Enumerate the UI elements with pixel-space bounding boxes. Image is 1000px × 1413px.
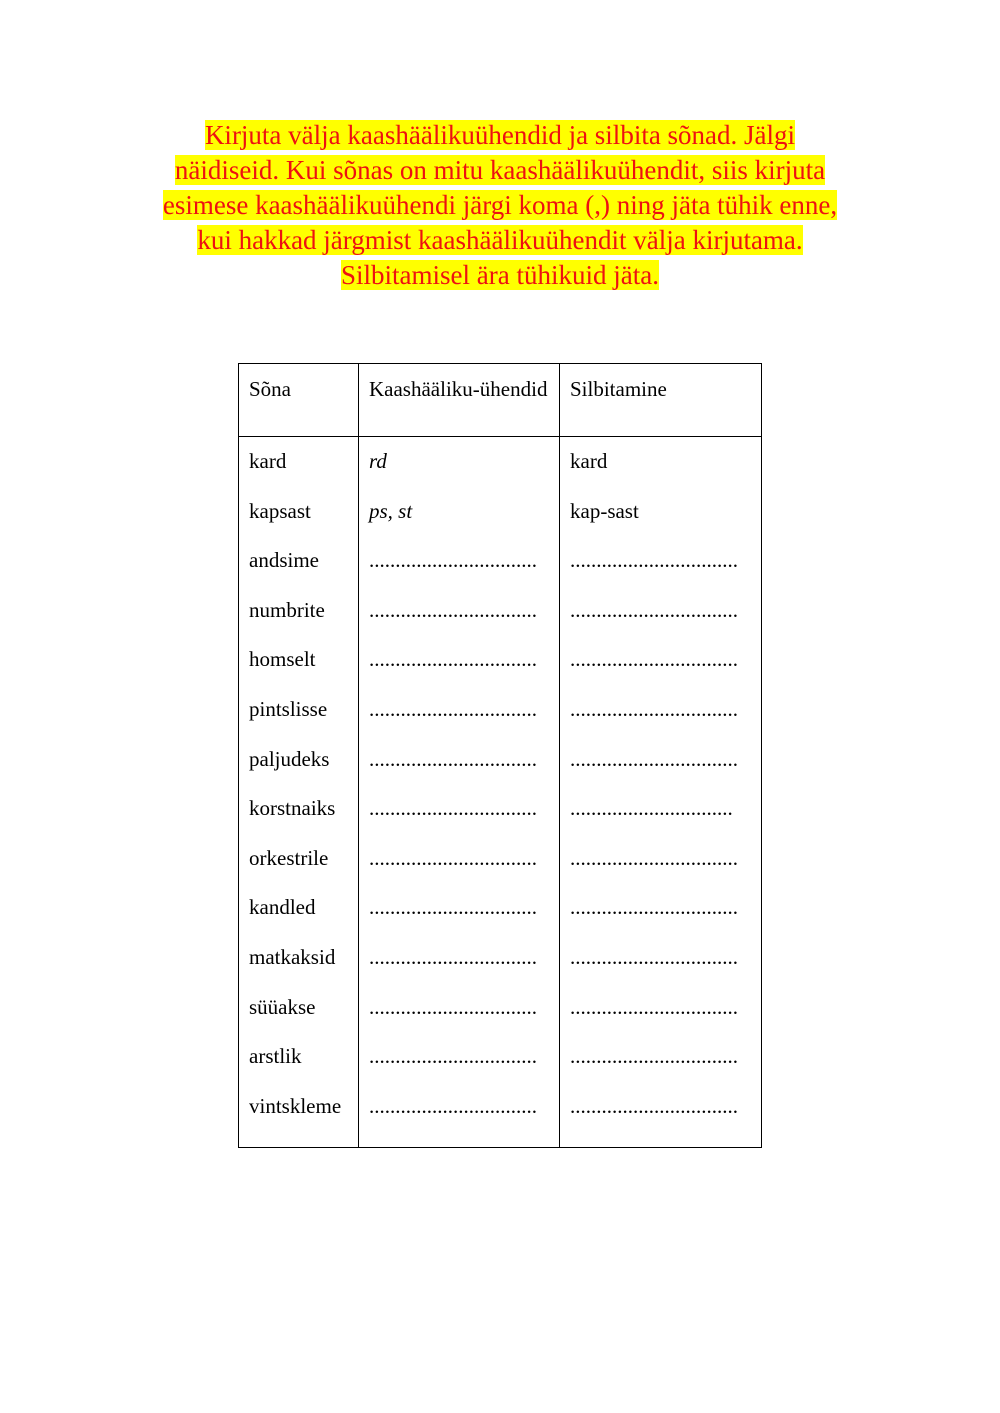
clusters-answer-blank[interactable]: ................................ — [359, 685, 560, 735]
example-syllables-cell: kard — [560, 437, 762, 487]
syllables-answer-blank[interactable]: ................................ — [560, 536, 762, 586]
clusters-answer-blank[interactable]: ................................ — [359, 834, 560, 884]
word-cell: paljudeks — [239, 735, 359, 785]
table-row — [239, 1082, 762, 1148]
clusters-answer-blank[interactable]: ................................ — [359, 784, 560, 834]
table-row — [239, 1032, 762, 1082]
header-syllabification: Silbitamine — [560, 364, 762, 437]
syllables-answer-blank[interactable]: ................................ — [560, 1032, 762, 1082]
syllables-answer-blank[interactable]: ................................ — [560, 735, 762, 785]
table-row — [239, 487, 762, 537]
table-row — [239, 933, 762, 983]
clusters-answer-blank[interactable]: ................................ — [359, 1082, 560, 1148]
clusters-answer-blank[interactable]: ................................ — [359, 883, 560, 933]
word-cell: kandled — [239, 883, 359, 933]
word-cell: korstnaiks — [239, 784, 359, 834]
instruction-line: näidiseid. Kui sõnas on mitu kaashäälikuühendit, siis kirjuta — [174, 155, 826, 185]
instruction-line: Silbitamisel ära tühikuid jäta. — [341, 260, 659, 290]
table-row — [239, 685, 762, 735]
table-row — [239, 983, 762, 1033]
syllables-answer-blank[interactable]: ................................ — [560, 834, 762, 884]
instructions-text — [100, 118, 900, 293]
worksheet-table — [238, 363, 762, 1148]
clusters-answer-blank[interactable]: ................................ — [359, 586, 560, 636]
clusters-answer-blank[interactable]: ................................ — [359, 735, 560, 785]
header-consonant-clusters: Kaashääliku-ühendid — [359, 364, 560, 437]
table-row — [239, 536, 762, 586]
table-row — [239, 735, 762, 785]
word-cell: homselt — [239, 635, 359, 685]
word-cell: süüakse — [239, 983, 359, 1033]
word-cell: matkaksid — [239, 933, 359, 983]
syllables-answer-blank[interactable]: ................................ — [560, 933, 762, 983]
word-cell: vintskleme — [239, 1082, 359, 1148]
instruction-line: Kirjuta välja kaashäälikuühendid ja silbita sõnad. Jälgi — [204, 120, 796, 150]
syllables-answer-blank[interactable]: ................................ — [560, 586, 762, 636]
syllables-answer-blank[interactable]: ............................... — [560, 784, 762, 834]
syllables-answer-blank[interactable]: ................................ — [560, 883, 762, 933]
word-cell: kard — [239, 437, 359, 487]
word-cell: andsime — [239, 536, 359, 586]
word-cell: arstlik — [239, 1032, 359, 1082]
instruction-line: esimese kaashäälikuühendi järgi koma (,) ning jäta tühik enne, — [162, 190, 838, 220]
table-header-row — [239, 364, 762, 437]
word-cell: kapsast — [239, 487, 359, 537]
example-clusters-cell: rd — [359, 437, 560, 487]
instruction-line: kui hakkad järgmist kaashäälikuühendit välja kirjutama. — [197, 225, 803, 255]
table-row — [239, 635, 762, 685]
word-cell: orkestrile — [239, 834, 359, 884]
table-row — [239, 784, 762, 834]
table-row — [239, 437, 762, 487]
word-cell: pintslisse — [239, 685, 359, 735]
table-row — [239, 586, 762, 636]
clusters-answer-blank[interactable]: ................................ — [359, 1032, 560, 1082]
table-row — [239, 834, 762, 884]
example-syllables-cell: kap-sast — [560, 487, 762, 537]
clusters-answer-blank[interactable]: ................................ — [359, 635, 560, 685]
syllables-answer-blank[interactable]: ................................ — [560, 1082, 762, 1148]
syllables-answer-blank[interactable]: ................................ — [560, 983, 762, 1033]
table-row — [239, 883, 762, 933]
syllables-answer-blank[interactable]: ................................ — [560, 685, 762, 735]
example-clusters-cell: ps, st — [359, 487, 560, 537]
clusters-answer-blank[interactable]: ................................ — [359, 983, 560, 1033]
word-cell: numbrite — [239, 586, 359, 636]
clusters-answer-blank[interactable]: ................................ — [359, 536, 560, 586]
syllables-answer-blank[interactable]: ................................ — [560, 635, 762, 685]
header-word: Sõna — [239, 364, 359, 437]
clusters-answer-blank[interactable]: ................................ — [359, 933, 560, 983]
